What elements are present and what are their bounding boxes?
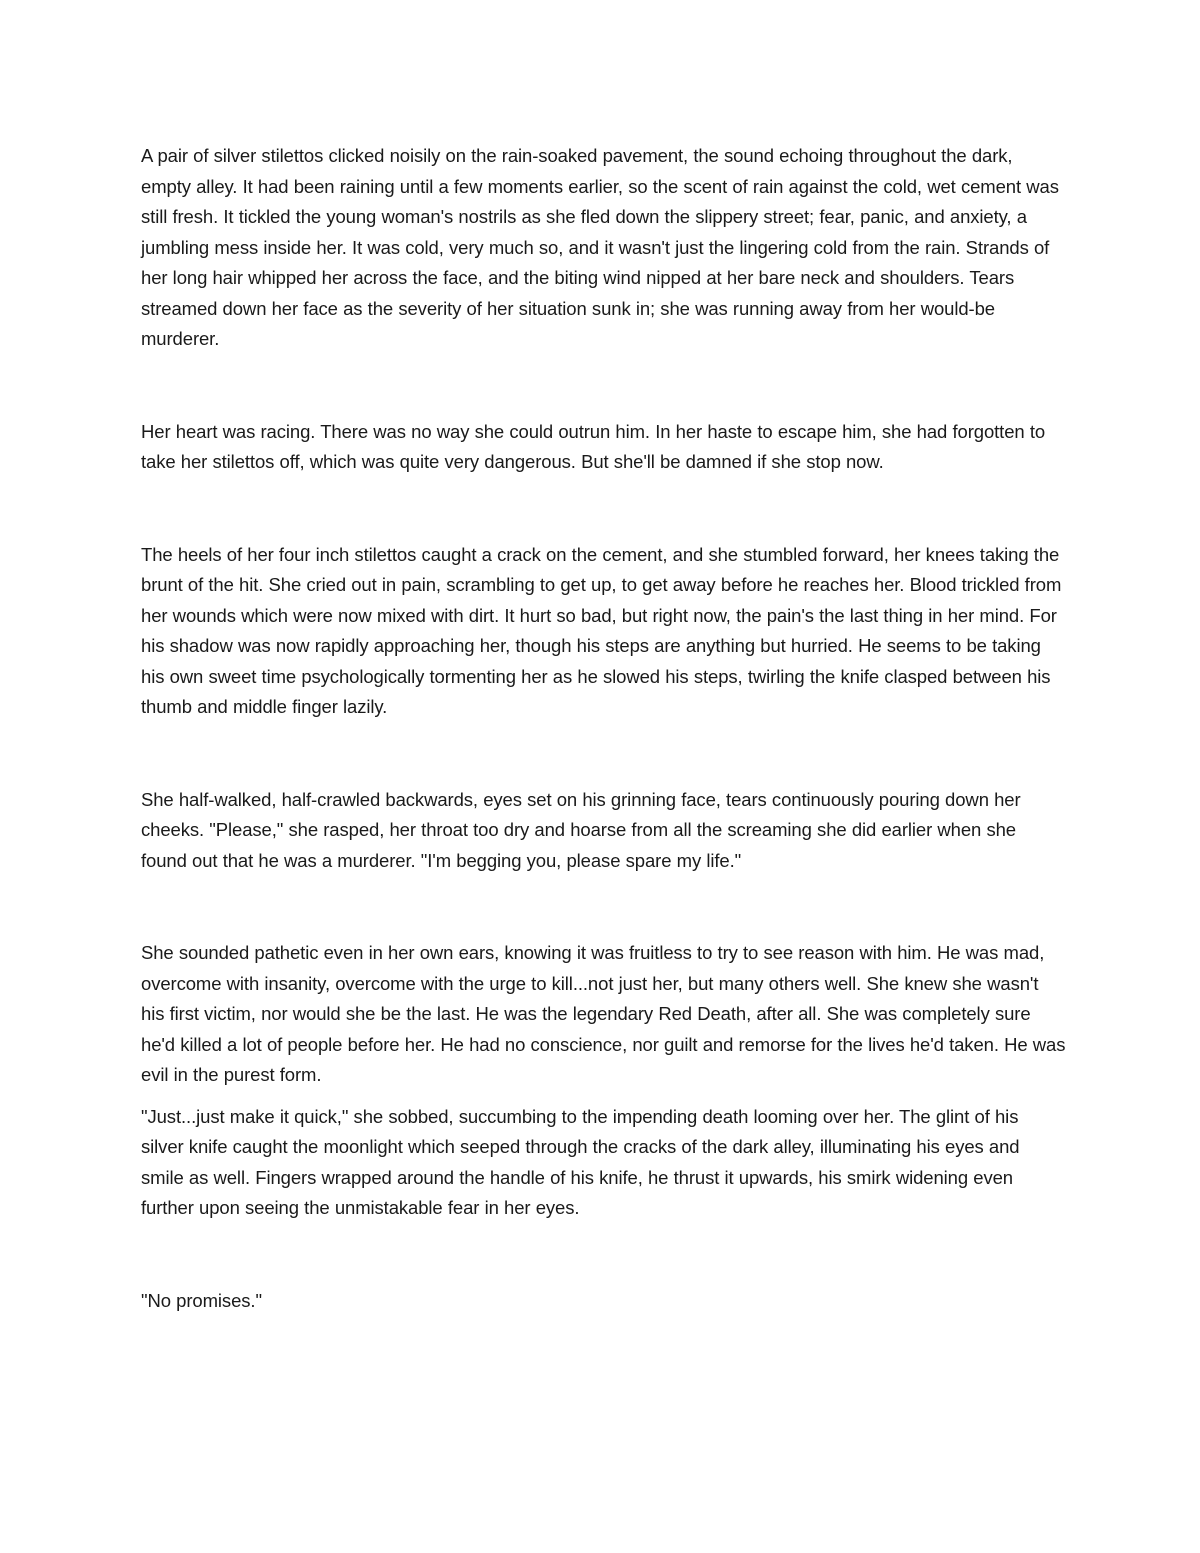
paragraph-1: A pair of silver stilettos clicked noisily on the rain-soaked pavement, the sound echoing throughout the dark, empty alley. It had been raining until a few moments earlier, so the scent of rain against the cold, wet cement was still fresh. It tickled the young woman's nostrils as she fled down the slippery street; fear, panic, and anxiety, a jumbling mess inside her. It was cold, very much so, and it wasn't just the lingering cold from the rain. Strands of her long hair whipped her across the face, and the biting wind nipped at her bare neck and shoulders. Tears streamed down her face as the severity of her situation sunk in; she was running away from her would-be murderer. [141, 145, 1059, 349]
paragraph-spacer [141, 1091, 1066, 1102]
paragraph-spacer [141, 1224, 1066, 1286]
paragraph-6: "Just...just make it quick," she sobbed, succumbing to the impending death looming over her. The glint of his silver knife caught the moonlight which seeped through the cracks of the dark alley, illuminating his eyes and smile as well. Fingers wrapped around the handle of his knife, he thrust it upwards, his smirk widening even further upon seeing the unmistakable fear in her eyes. [141, 1105, 1020, 1218]
paragraph-spacer [141, 355, 1066, 417]
paragraph-spacer [141, 723, 1066, 785]
paragraph-2: Her heart was racing. There was no way she could outrun him. In her haste to escape him, she had forgotten to take her stilettos off, which was quite very dangerous. But she'll be damned if she stop now. [141, 420, 1046, 472]
paragraph-spacer [141, 876, 1066, 938]
paragraph-spacer [141, 478, 1066, 540]
paragraph-7: "No promises." [141, 1289, 262, 1311]
paragraph-5: She sounded pathetic even in her own ears, knowing it was fruitless to try to see reason with him. He was mad, overcome with insanity, overcome with the urge to kill...not just her, but many others well. She knew she wasn't his first victim, nor would she be the last. He was the legendary Red Death, after all. She was completely sure he'd killed a lot of people before her. He had no conscience, nor guilt and remorse for the lives he'd taken. He was evil in the purest form. [141, 942, 1066, 1085]
paragraph-3: The heels of her four inch stilettos caught a crack on the cement, and she stumbled forward, her knees taking the brunt of the hit. She cried out in pain, scrambling to get up, to get away before he reaches her. Blood trickled from her wounds which were now mixed with dirt. It hurt so bad, but right now, the pain's the last thing in her mind. For his shadow was now rapidly approaching her, though his steps are anything but hurried. He seems to be taking his own sweet time psychologically tormenting her as he slowed his steps, twirling the knife clasped between his thumb and middle finger lazily. [141, 543, 1062, 717]
document-body [141, 141, 1066, 1316]
paragraph-4: She half-walked, half-crawled backwards, eyes set on his grinning face, tears continuously pouring down her cheeks. "Please," she rasped, her throat too dry and hoarse from all the screaming she did earlier when she found out that he was a murderer. "I'm begging you, please spare my life." [141, 788, 1021, 871]
